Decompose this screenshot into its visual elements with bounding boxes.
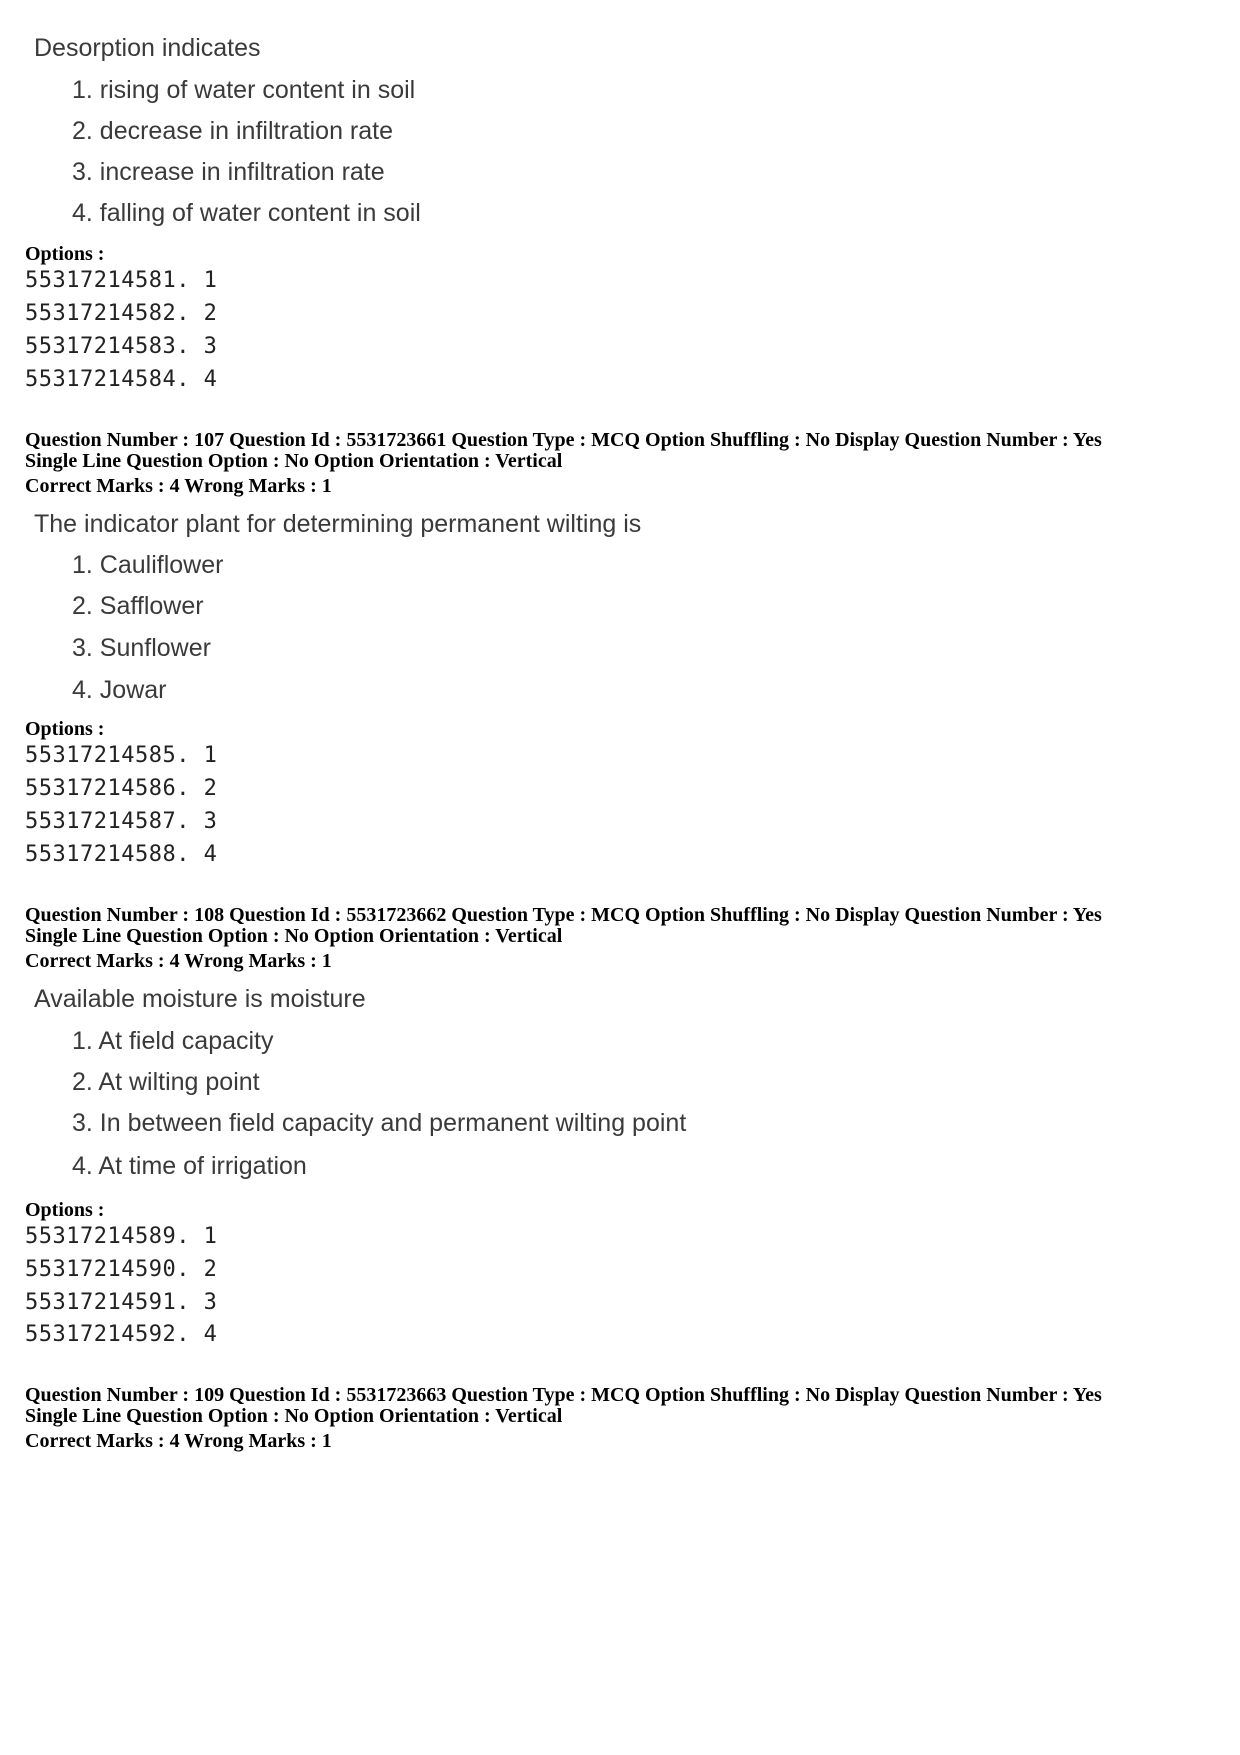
option-id-1: 55317214581. 1 bbox=[25, 268, 218, 293]
option-id-3: 55317214587. 3 bbox=[25, 809, 218, 834]
question-text: Desorption indicates bbox=[34, 34, 261, 62]
question-text: The indicator plant for determining permanent wilting is bbox=[34, 510, 642, 538]
choice-1: 1. rising of water content in soil bbox=[72, 76, 416, 104]
option-id-1: 55317214589. 1 bbox=[25, 1224, 218, 1249]
option-id-4: 55317214588. 4 bbox=[25, 842, 218, 867]
question-meta-line-1: Question Number : 109 Question Id : 5531723663 Question Type : MCQ Option Shuffling : No Display Question Number : Yes bbox=[25, 1384, 1102, 1406]
option-id-4: 55317214584. 4 bbox=[25, 367, 218, 392]
choice-4: 4. falling of water content in soil bbox=[72, 199, 421, 227]
option-id-3: 55317214583. 3 bbox=[25, 334, 218, 359]
marks-line: Correct Marks : 4 Wrong Marks : 1 bbox=[25, 950, 332, 972]
option-id-1: 55317214585. 1 bbox=[25, 743, 218, 768]
question-meta-line-1: Question Number : 108 Question Id : 5531723662 Question Type : MCQ Option Shuffling : No Display Question Number : Yes bbox=[25, 904, 1102, 926]
question-meta-line-1: Question Number : 107 Question Id : 5531723661 Question Type : MCQ Option Shuffling : No Display Question Number : Yes bbox=[25, 429, 1102, 451]
options-label: Options : bbox=[25, 243, 105, 265]
choice-2: 2. decrease in infiltration rate bbox=[72, 117, 394, 145]
marks-line: Correct Marks : 4 Wrong Marks : 1 bbox=[25, 475, 332, 497]
choice-2: 2. At wilting point bbox=[72, 1068, 260, 1096]
choice-4: 4. Jowar bbox=[72, 676, 167, 704]
choice-1: 1. At field capacity bbox=[72, 1027, 274, 1055]
question-meta-line-2: Single Line Question Option : No Option Orientation : Vertical bbox=[25, 450, 563, 472]
question-meta-line-2: Single Line Question Option : No Option Orientation : Vertical bbox=[25, 1405, 563, 1427]
marks-line: Correct Marks : 4 Wrong Marks : 1 bbox=[25, 1430, 332, 1452]
question-text: Available moisture is moisture bbox=[34, 985, 366, 1013]
option-id-3: 55317214591. 3 bbox=[25, 1290, 218, 1315]
choice-4: 4. At time of irrigation bbox=[72, 1152, 307, 1180]
choice-3: 3. In between field capacity and permanent wilting point bbox=[72, 1109, 687, 1137]
options-label: Options : bbox=[25, 1199, 105, 1221]
option-id-2: 55317214590. 2 bbox=[25, 1257, 218, 1282]
option-id-4: 55317214592. 4 bbox=[25, 1322, 218, 1347]
choice-3: 3. increase in infiltration rate bbox=[72, 158, 385, 186]
choice-1: 1. Cauliflower bbox=[72, 551, 224, 579]
options-label: Options : bbox=[25, 718, 105, 740]
choice-3: 3. Sunflower bbox=[72, 634, 211, 662]
option-id-2: 55317214582. 2 bbox=[25, 301, 218, 326]
option-id-2: 55317214586. 2 bbox=[25, 776, 218, 801]
question-meta-line-2: Single Line Question Option : No Option Orientation : Vertical bbox=[25, 925, 563, 947]
choice-2: 2. Safflower bbox=[72, 592, 204, 620]
